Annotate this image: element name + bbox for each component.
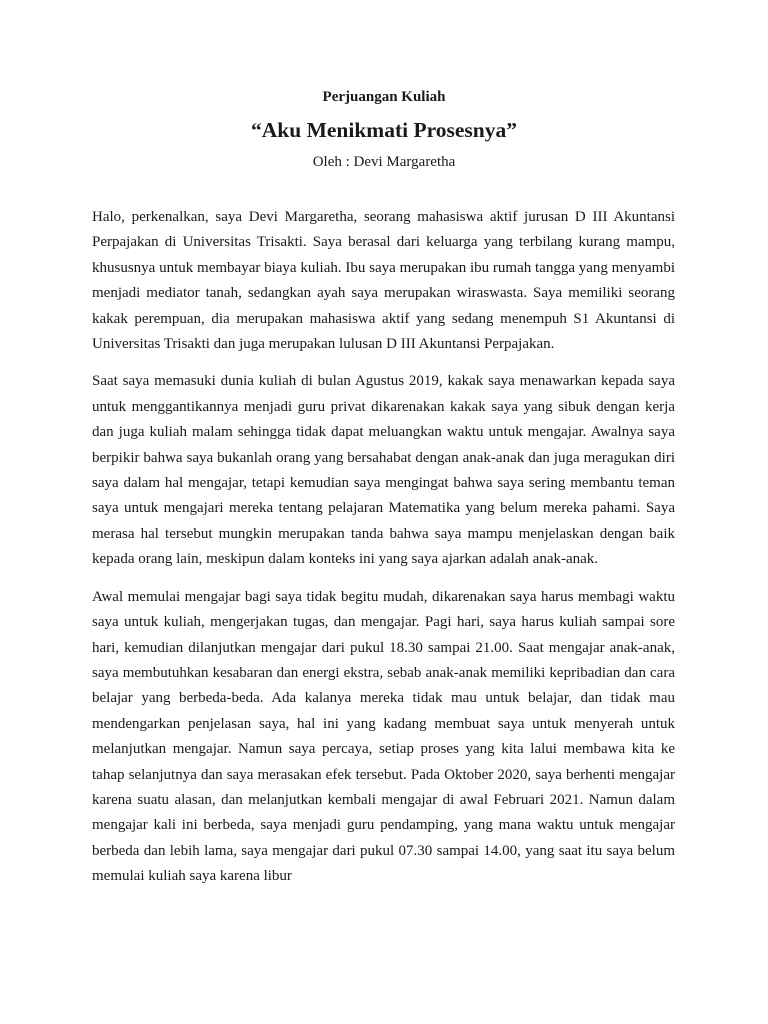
paragraph-1: Halo, perkenalkan, saya Devi Margaretha, seorang mahasiswa aktif jurusan D III Akuntansi Perpajakan di Universitas Trisakti. Saya berasal dari keluarga yang terbilang kurang mampu, khususnya untuk membayar biaya kuliah. Ibu saya merupakan ibu rumah tangga yang menyambi menjadi mediator tanah, sedangkan ayah saya merupakan wiraswasta. Saya memiliki seorang kakak perempuan, dia merupakan mahasiswa aktif yang sedang menempuh S1 Akuntansi di Universitas Trisakti dan juga merupakan lulusan D III Akuntansi Perpajakan. — [92, 209, 675, 353]
paragraph-2: Saat saya memasuki dunia kuliah di bulan Agustus 2019, kakak saya menawarkan kepada saya untuk menggantikannya menjadi guru privat dikarenakan kakak saya yang sibuk dengan kerja dan juga kuliah malam sehingga tidak dapat meluangkan waktu untuk mengajar. Awalnya saya berpikir bahwa saya bukanlah orang yang bersahabat dengan anak-anak dan juga meragukan diri saya dalam hal mengajar, tetapi kemudian saya mengingat bahwa saya sering membantu teman saya untuk mengajari mereka tentang pelajaran Matematika yang belum mereka pahami. Saya merasa hal tersebut mungkin merupakan tanda bahwa saya mampu menjelaskan dengan baik kepada orang lain, meskipun dalam konteks ini yang saya ajarkan adalah anak-anak. — [92, 373, 675, 568]
document-body — [92, 205, 675, 902]
paragraph-3: Awal memulai mengajar bagi saya tidak begitu mudah, dikarenakan saya harus membagi waktu saya untuk kuliah, mengerjakan tugas, dan mengajar. Pagi hari, saya harus kuliah sampai sore hari, kemudian dilanjutkan mengajar dari pukul 18.30 sampai 21.00. Saat mengajar anak-anak, saya membutuhkan kesabaran dan energi ekstra, sebab anak-anak memiliki kepribadian dan cara belajar yang berbeda-beda. Ada kalanya mereka tidak mau untuk belajar, dan tidak mau mendengarkan penjelasan saya, hal ini yang kadang membuat saya untuk menyerah untuk melanjutkan mengajar. Namun saya percaya, setiap proses yang kita lalui membawa kita ke tahap selanjutnya dan saya merasakan efek tersebut. Pada Oktober 2020, saya berhenti mengajar karena suatu alasan, dan melanjutkan kembali mengajar di awal Februari 2021. Namun dalam mengajar kali ini berbeda, saya menjadi guru pendamping, yang mana waktu untuk mengajar berbeda dan lebih lama, saya mengajar dari pukul 07.30 sampai 14.00, yang saat itu saya belum memulai kuliah saya karena libur — [92, 588, 675, 885]
document-author: Oleh : Devi Margaretha — [312, 154, 456, 170]
document-title: “Aku Menikmati Prosesnya” — [251, 118, 517, 142]
document-subtitle: Perjuangan Kuliah — [322, 89, 446, 105]
